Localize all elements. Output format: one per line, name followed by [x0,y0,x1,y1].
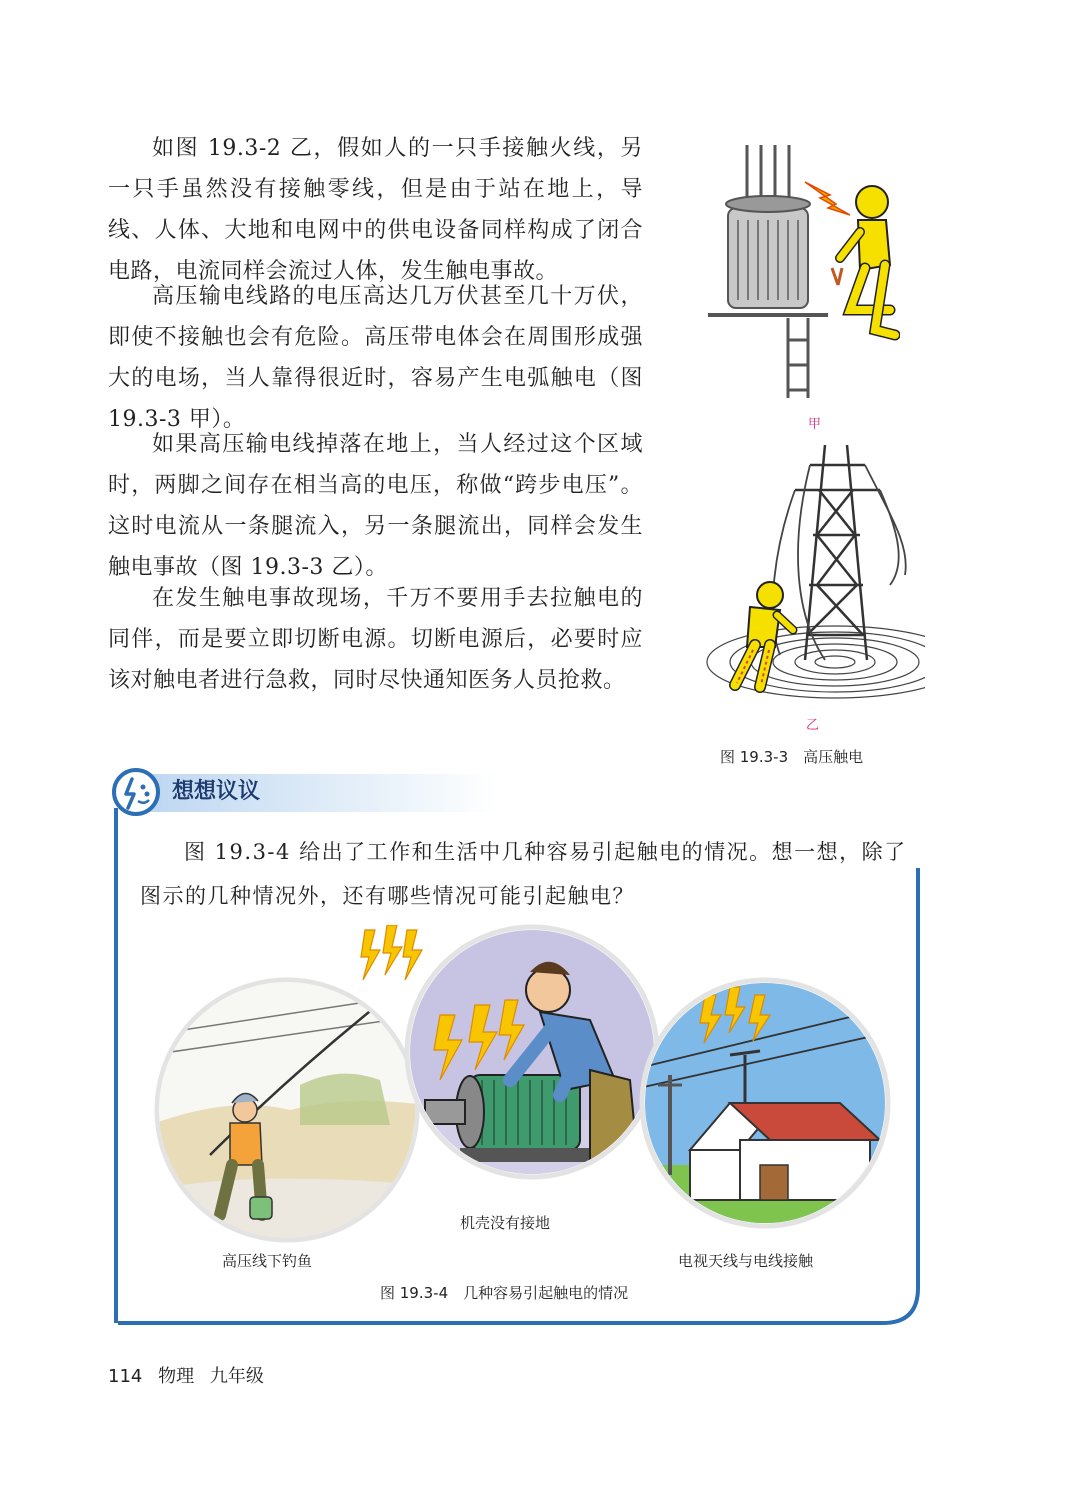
label-fishing: 高压线下钓鱼 [222,1252,313,1270]
figure-step-voltage-illustration [695,425,925,715]
figure-label-b: 乙 [806,718,820,733]
discussion-text: 图 19.3-4 给出了工作和生活中几种容易引起触电的情况。想一想，除了图示的几种情况外，还有哪些情况可能引起触电？ [140,840,907,908]
grade-name: 九年级 [209,1366,264,1387]
page-footer [108,1362,274,1388]
antenna-illustration [630,975,900,1235]
paragraph-1: 如图 19.3-2 乙，假如人的一只手接触火线，另一只手虽然没有接触零线，但是由于站在地上，导线、人体、大地和电网中的供电设备同样构成了闭合电路，电流同样会流过人体，发生触电事故。 [108,136,643,284]
figure-arc-shock-illustration [700,140,900,400]
figure-19-3-3-caption: 图 19.3-3 高压触电 [720,748,864,766]
page-number: 114 [108,1366,143,1387]
figure-label-a: 甲 [808,417,822,432]
paragraph-4: 在发生触电事故现场，千万不要用手去拉触电的同伴，而是要立即切断电源。切断电源后，必要时应该对触电者进行急救，同时尽快通知医务人员抢救。 [108,586,643,693]
motor-illustration [400,920,665,1185]
label-motor: 机壳没有接地 [460,1214,551,1232]
discussion-icon [114,770,160,816]
figure-19-3-4-caption: 图 19.3-4 几种容易引起触电的情况 [380,1284,629,1302]
paragraph-2: 高压输电线路的电压高达几万伏甚至几十万伏，即使不接触也会有危险。高压带电体会在周围形成强大的电场，当人靠得很近时，容易产生电弧触电（图 19.3-3 甲）。 [108,284,643,432]
fishing-illustration [150,975,425,1245]
paragraph-3: 如果高压输电线掉落在地上，当人经过这个区域时，两脚之间存在相当高的电压，称做“跨步电压”。这时电流从一条腿流入，另一条腿流出，同样会发生触电事故（图 19.3-3 乙）。 [108,432,643,580]
discussion-title: 想想议议 [172,779,261,804]
label-antenna: 电视天线与电线接触 [678,1252,814,1270]
subject-name: 物理 [158,1366,195,1387]
